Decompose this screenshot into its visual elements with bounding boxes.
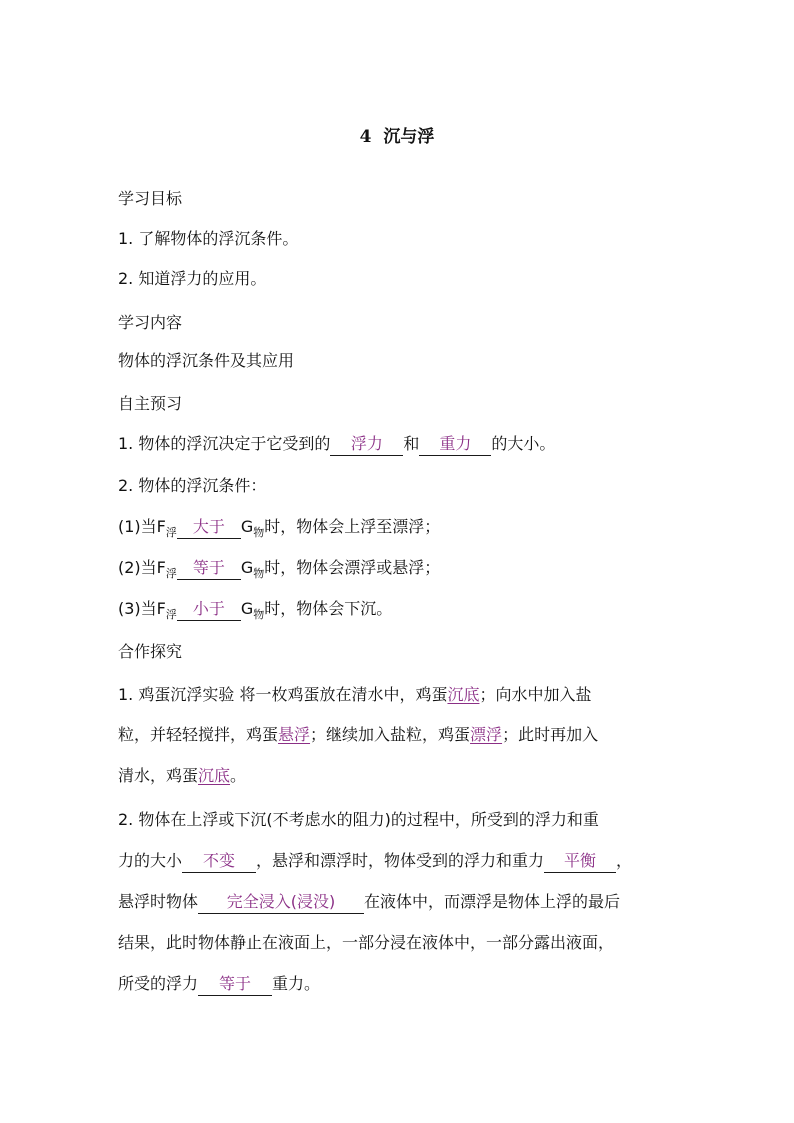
answer-text: 完全浸入(浸没) bbox=[226, 892, 336, 911]
question-text: 重力。 bbox=[272, 974, 321, 993]
answer-text: 漂浮 bbox=[470, 725, 503, 744]
question-text: 的大小。 bbox=[491, 434, 556, 453]
preview-question-2: 2. 物体的浮沉条件： bbox=[118, 476, 267, 495]
preview-question-1 bbox=[118, 432, 555, 456]
answer-text: 不变 bbox=[203, 851, 236, 870]
question-text: 1. 鸡蛋沉浮实验 将一枚鸡蛋放在清水中，鸡蛋 bbox=[118, 685, 448, 704]
question-text: ，悬浮和漂浮时，物体受到的浮力和重力 bbox=[256, 851, 545, 870]
question-text: ；向水中加入盐 bbox=[479, 685, 592, 704]
content-heading: 学习内容 bbox=[118, 313, 183, 332]
explore-q1-line-3 bbox=[118, 764, 246, 788]
g-subscript: 物 bbox=[253, 567, 265, 580]
answer-text: 沉底 bbox=[198, 766, 231, 785]
question-text: 和 bbox=[403, 434, 420, 453]
question-text: ；继续加入盐粒，鸡蛋 bbox=[310, 725, 471, 744]
answer-blank bbox=[330, 433, 403, 456]
question-text: ；此时再加入 bbox=[502, 725, 599, 744]
answer-text: 悬浮 bbox=[278, 725, 311, 744]
explore-heading: 合作探究 bbox=[118, 642, 183, 661]
explore-q1-line-2 bbox=[118, 723, 598, 747]
g-symbol: G bbox=[240, 599, 254, 618]
explore-q2-line-3 bbox=[118, 890, 620, 914]
explore-q2-line-5 bbox=[118, 972, 320, 996]
condition-case-1 bbox=[118, 515, 440, 539]
answer-text: 重力 bbox=[439, 434, 472, 453]
answer-text: 浮力 bbox=[350, 434, 383, 453]
explore-q2-line-4: 结果，此时物体静止在液面上，一部分浸在液体中，一部分露出液面， bbox=[118, 933, 615, 952]
question-text: 在液体中，而漂浮是物体上浮的最后 bbox=[364, 892, 621, 911]
answer-blank bbox=[177, 598, 241, 621]
f-symbol: F bbox=[156, 599, 166, 618]
f-symbol: F bbox=[156, 517, 166, 536]
answer-blank bbox=[198, 973, 272, 996]
question-text: ， bbox=[616, 851, 633, 870]
question-text: 所受的浮力 bbox=[118, 974, 199, 993]
objectives-heading: 学习目标 bbox=[118, 189, 183, 208]
condition-case-3 bbox=[118, 597, 392, 621]
condition-case-2 bbox=[118, 556, 440, 580]
question-text: 清水，鸡蛋 bbox=[118, 766, 199, 785]
explore-q1-line-1 bbox=[118, 683, 591, 707]
answer-blank bbox=[182, 850, 256, 873]
answer-text: 等于 bbox=[219, 974, 252, 993]
case-result: 时，物体会下沉。 bbox=[264, 599, 393, 618]
g-subscript: 物 bbox=[253, 608, 265, 621]
answer-blank bbox=[419, 433, 491, 456]
g-subscript: 物 bbox=[253, 526, 265, 539]
objective-item-1: 1. 了解物体的浮沉条件。 bbox=[118, 229, 299, 248]
page-title: 4 沉与浮 bbox=[359, 127, 435, 147]
case-label: (3)当 bbox=[118, 599, 157, 618]
content-topic: 物体的浮沉条件及其应用 bbox=[118, 351, 295, 370]
answer-text: 小于 bbox=[192, 599, 225, 618]
answer-text: 等于 bbox=[192, 558, 225, 577]
objective-item-2: 2. 知道浮力的应用。 bbox=[118, 269, 267, 288]
case-result: 时，物体会漂浮或悬浮； bbox=[264, 558, 441, 577]
f-symbol: F bbox=[156, 558, 166, 577]
question-text: 1. 物体的浮沉决定于它受到的 bbox=[118, 434, 331, 453]
g-symbol: G bbox=[240, 517, 254, 536]
answer-blank bbox=[198, 891, 364, 914]
case-result: 时，物体会上浮至漂浮； bbox=[264, 517, 441, 536]
case-label: (1)当 bbox=[118, 517, 157, 536]
answer-text: 大于 bbox=[192, 517, 225, 536]
explore-q2-line-1: 2. 物体在上浮或下沉(不考虑水的阻力)的过程中，所受到的浮力和重 bbox=[118, 810, 599, 829]
question-text: 悬浮时物体 bbox=[118, 892, 199, 911]
answer-blank bbox=[544, 850, 616, 873]
preview-heading: 自主预习 bbox=[118, 394, 183, 413]
g-symbol: G bbox=[240, 558, 254, 577]
f-subscript: 浮 bbox=[165, 567, 177, 580]
question-text: 力的大小 bbox=[118, 851, 183, 870]
question-text: 。 bbox=[230, 766, 247, 785]
case-label: (2)当 bbox=[118, 558, 157, 577]
answer-text: 平衡 bbox=[564, 851, 597, 870]
answer-text: 沉底 bbox=[447, 685, 480, 704]
question-text: 粒，并轻轻搅拌，鸡蛋 bbox=[118, 725, 279, 744]
answer-blank bbox=[177, 557, 241, 580]
f-subscript: 浮 bbox=[165, 526, 177, 539]
f-subscript: 浮 bbox=[165, 608, 177, 621]
answer-blank bbox=[177, 516, 241, 539]
explore-q2-line-2 bbox=[118, 849, 632, 873]
